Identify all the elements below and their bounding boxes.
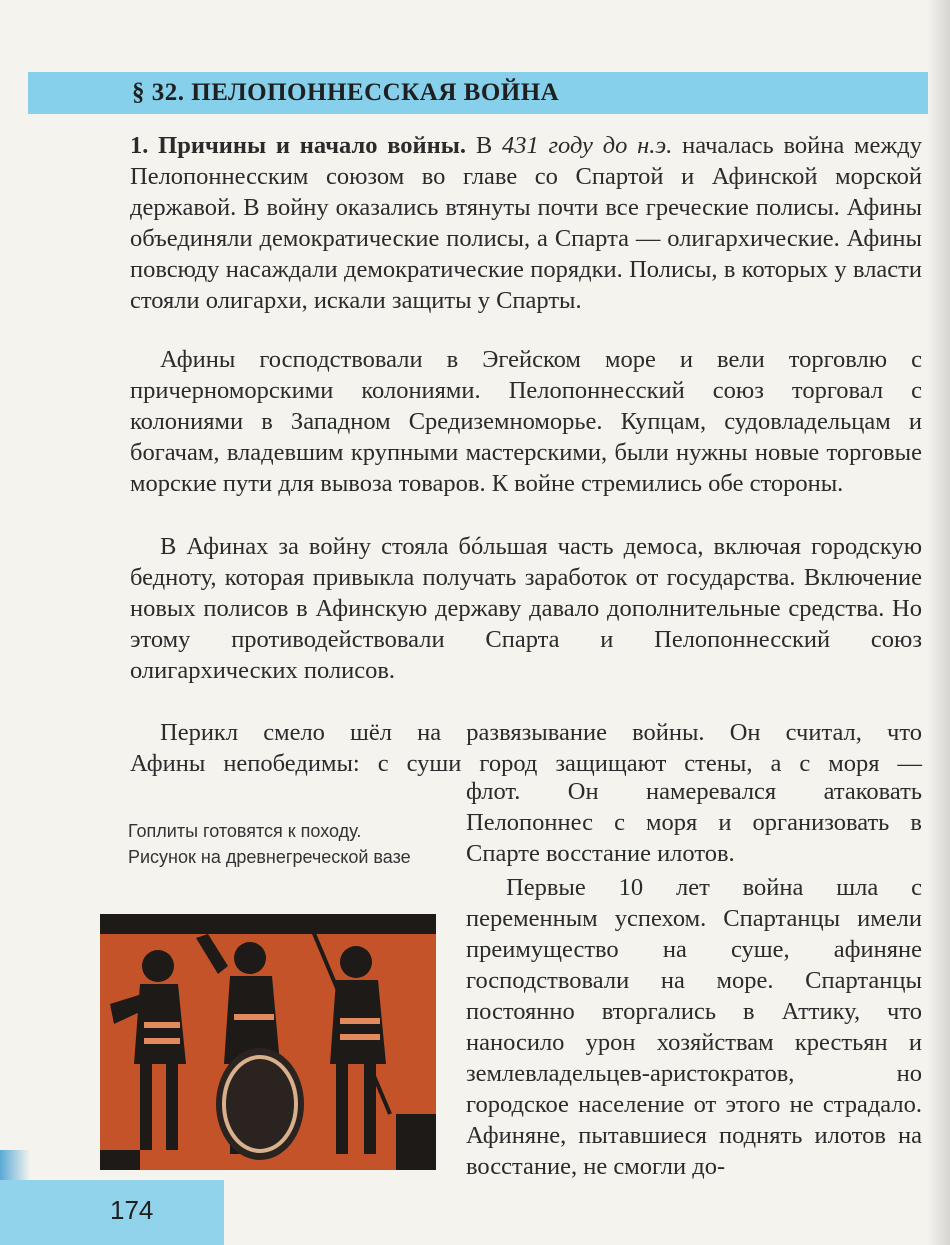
vase-bottom-left xyxy=(100,1150,140,1170)
section-heading: 1. Причины и начало войны. xyxy=(130,132,467,159)
hoplites-illustration xyxy=(100,914,436,1170)
paragraph-intro-lead: В xyxy=(466,132,502,159)
chapter-title: § 32. ПЕЛОПОННЕССКАЯ ВОЙНА xyxy=(132,79,560,106)
date-phrase: 431 году до н.э. xyxy=(501,132,673,159)
page-number: 174 xyxy=(110,1195,154,1225)
paragraph-pericles xyxy=(130,717,922,779)
vase-bottom-right xyxy=(396,1114,436,1170)
paragraph-fleet: флот. Он намеревался атаковать Пелопоннес с моря и организовать в Спарте восстание илотов. xyxy=(466,778,922,867)
figure-caption: Гоплиты готовятся к походу. Рисунок на древнегреческой вазе xyxy=(128,821,411,867)
paragraph-intro-body: началась война между Пелопоннесским союзом во главе со Спартой и Афинской морской державой. В войну оказались втянуты почти все греческие полисы. Афины объединяли демократические полисы, а Спарта — олигархические. Афины повсюду насаждали демократические порядки. Полисы, в которых у власти стояли олигархи, искали защиты у Спарты. xyxy=(130,132,922,314)
paragraph-pericles-line-2: Афины непобедимы: с суши город защищают стены, а с моря — xyxy=(130,750,922,777)
paragraph-trade: Афины господствовали в Эгейском море и вели торговлю с причерноморскими колониями. Пелопоннесский союз торговал с колониями в Западном Средиземноморье. Купцам, судовладельцам и богачам, владевшим крупными мастерскими, были нужны новые торговые морские пути для вывоза товаров. К войне стремились обе стороны. xyxy=(130,346,922,497)
paragraph-intro xyxy=(130,130,922,316)
paragraph-demos: В Афинах за войну стояла бóльшая часть демоса, включая городскую бедноту, которая привыкла получать заработок от государства. Включение новых полисов в Афинскую державу давало дополнительные средства. Но этому противодействовали Спарта и Пелопоннесский союз олигархических полисов. xyxy=(130,533,922,684)
page-edge-shadow xyxy=(928,0,950,1245)
paragraph-pericles-line-1: Перикл смело шёл на развязывание войны. Он считал, что xyxy=(160,719,922,746)
vase-top-band xyxy=(100,914,436,934)
paragraph-first-years: Первые 10 лет война шла с переменным успехом. Спартанцы имели преимущество на суше, афиняне господствовали на море. Спартанцы постоянно вторгались в Аттику, что наносило урон хозяйствам крестьян и землевладельцев-аристократов, но городское население от этого не страдало. Афиняне, пытавшиеся поднять илотов на восстание, не смогли до- xyxy=(466,874,922,1180)
greek-vase-painting-image xyxy=(100,914,436,1170)
